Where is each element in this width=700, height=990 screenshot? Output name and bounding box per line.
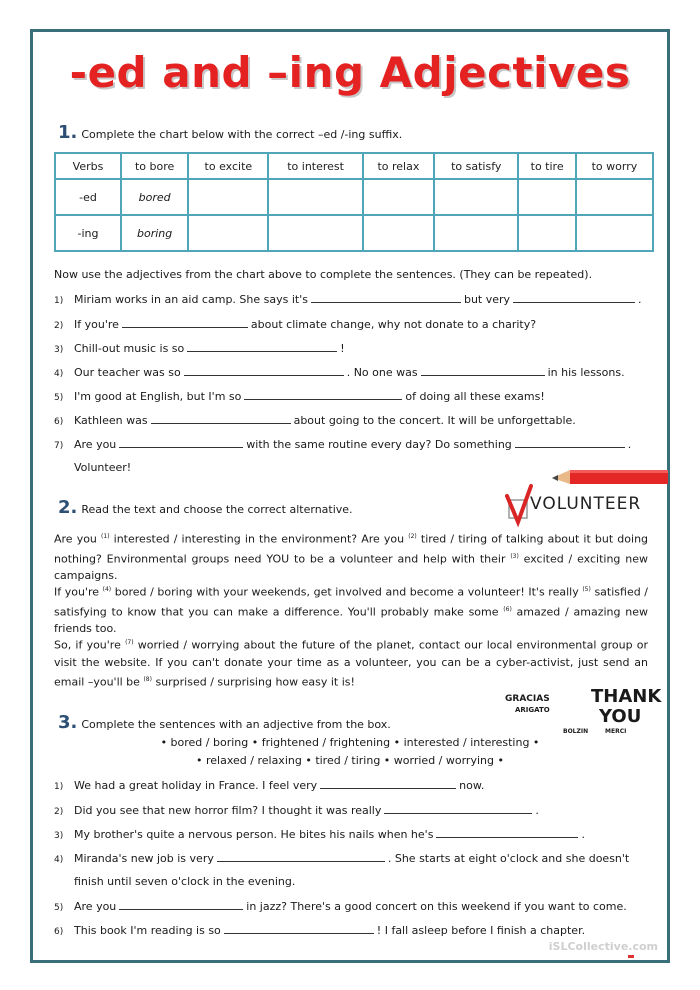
para-text: So, if you're: [54, 638, 121, 652]
gap-marker: (5): [582, 586, 591, 593]
para-text: with your weekends, get involved and become a volunteer! It's really: [196, 585, 579, 599]
chart-answer-cell[interactable]: [576, 179, 653, 215]
pencil-icon: [552, 462, 668, 484]
sentence-1-5: [54, 389, 545, 403]
watermark: iSLCollective.com: [548, 940, 658, 953]
sentence-text: ! I fall asleep before I finish a chapter.: [376, 924, 586, 937]
sentence-text: .: [535, 804, 539, 817]
sentence-number: 2): [54, 321, 64, 331]
para-text: If you're: [54, 585, 100, 599]
answer-blank[interactable]: [513, 292, 635, 303]
para-text: in the environment? Are you: [244, 532, 405, 546]
suffix-chart: [54, 152, 654, 252]
sentence-number: 1): [54, 782, 64, 792]
volunteer-word: VOLUNTEER: [530, 494, 642, 514]
sentence-text: !: [340, 342, 345, 355]
sentence-text: with the same routine every day? Do something: [246, 438, 512, 451]
answer-blank[interactable]: [320, 778, 456, 789]
sentence-text: I'm good at English, but I'm so: [74, 390, 242, 403]
para-text: Are you: [54, 532, 97, 546]
choice-4[interactable]: bored / boring: [114, 585, 193, 599]
sentence-1-2: [54, 317, 536, 331]
sentence-text: My brother's quite a nervous person. He bites his nails when he's: [74, 828, 434, 841]
sentence-number: 4): [54, 369, 64, 379]
choice-7[interactable]: worried / worrying: [137, 638, 240, 652]
chart-header-cell: to satisfy: [434, 153, 518, 179]
para-text: about the future of the planet, contact our local environmental group or visit the website. If you can't donate your time as a volunteer, you can be a cyber-activist, just send an email –you'll be: [54, 638, 649, 689]
cloud-word: YOU: [599, 706, 642, 727]
sentence-text: If you're: [74, 318, 119, 331]
answer-blank[interactable]: [217, 851, 385, 862]
sentence-1-6: [54, 413, 576, 427]
sentence-text: .: [627, 438, 632, 451]
section-1-intro: Now use the adjectives from the chart above to complete the sentences. (They can be repeated).: [54, 268, 593, 281]
sentence-1-4: [54, 365, 625, 379]
chart-header-cell: to excite: [188, 153, 268, 179]
para-text: new friends too.: [54, 605, 648, 636]
sentence-1-7-continued: Volunteer!: [74, 461, 132, 474]
chart-answer-cell[interactable]: [268, 179, 362, 215]
section-2-paragraph-1: [54, 528, 648, 584]
sentence-text: now.: [459, 779, 485, 792]
sentence-number: 5): [54, 903, 64, 913]
sentence-text: Miranda's new job is very: [74, 852, 214, 865]
section-2-heading: [58, 497, 353, 518]
gap-marker: (1): [101, 533, 110, 540]
chart-answer-cell[interactable]: [518, 215, 575, 251]
red-corner-mark: [628, 955, 634, 958]
section-2-number: 2.: [58, 497, 78, 518]
sentence-text: about going to the concert. It will be unforgettable.: [293, 414, 576, 427]
answer-blank[interactable]: [184, 365, 344, 376]
answer-blank[interactable]: [421, 365, 545, 376]
sentence-number: 3): [54, 831, 64, 841]
sentence-text: Are you: [74, 900, 117, 913]
choice-5[interactable]: satisfied / satisfying: [54, 585, 649, 619]
chart-answer-cell[interactable]: [434, 215, 518, 251]
cloud-word: THANK: [591, 686, 662, 707]
sentence-text: This book I'm reading is so: [74, 924, 221, 937]
section-1-heading: [58, 122, 402, 143]
chart-example-cell: bored: [121, 179, 188, 215]
sentence-1-7: [54, 437, 631, 451]
cloud-word: BOLZIN: [563, 728, 589, 735]
choice-8[interactable]: surprised / surprising: [155, 675, 272, 689]
sentence-1-1: [54, 292, 642, 306]
sentence-1-3: [54, 341, 345, 355]
sentence-3-5: [54, 899, 627, 913]
sentence-text: Kathleen was: [74, 414, 148, 427]
sentence-number: 5): [54, 393, 64, 403]
chart-answer-cell[interactable]: [188, 179, 268, 215]
chart-header-cell: to bore: [121, 153, 188, 179]
section-2-paragraph-3: [54, 634, 648, 690]
sentence-text: We had a great holiday in France. I feel very: [74, 779, 318, 792]
sentence-number: 6): [54, 417, 64, 427]
chart-row-ing: [55, 215, 653, 251]
para-text: of talking about it but doing nothing? Environmental groups need YOU to be a volunteer and help with their: [54, 532, 649, 566]
para-text: to know that you can make a difference. You'll probably make some: [111, 605, 499, 619]
sentence-text: . No one was: [346, 366, 418, 379]
section-3-number: 3.: [58, 712, 78, 733]
gap-marker: (7): [125, 639, 134, 646]
answer-blank[interactable]: [311, 292, 461, 303]
chart-example-cell: boring: [121, 215, 188, 251]
section-3-instruction: Complete the sentences with an adjective from the box.: [81, 718, 391, 731]
answer-blank[interactable]: [122, 317, 248, 328]
word-box-line-1: • bored / boring • frightened / frightening • interested / interesting •: [160, 736, 540, 749]
sentence-number: 1): [54, 296, 64, 306]
sentence-text: Chill-out music is so: [74, 342, 185, 355]
sentence-text: in jazz? There's a good concert on this weekend if you want to come.: [246, 900, 627, 913]
section-3-heading: [58, 712, 391, 733]
answer-blank[interactable]: [187, 341, 337, 352]
gap-marker: (6): [503, 605, 512, 613]
chart-header-cell: to worry: [576, 153, 653, 179]
chart-header-cell: to tire: [518, 153, 575, 179]
gap-marker: (8): [143, 675, 152, 683]
gap-marker: (2): [408, 533, 417, 540]
section-1-instruction: Complete the chart below with the correct –ed /-ing suffix.: [81, 128, 403, 141]
sentence-3-1: [54, 778, 484, 792]
sentence-3-6: [54, 923, 585, 937]
chart-answer-cell[interactable]: [268, 215, 362, 251]
para-text: how easy it is!: [275, 675, 355, 689]
choice-2[interactable]: tired / tiring: [420, 532, 488, 546]
sentence-text: Our teacher was so: [74, 366, 181, 379]
chart-answer-cell[interactable]: [363, 215, 434, 251]
sentence-text: .: [638, 293, 642, 306]
cloud-word: GRACIAS: [505, 694, 550, 704]
answer-blank[interactable]: [436, 827, 578, 838]
chart-row-ed: [55, 179, 653, 215]
chart-answer-cell[interactable]: [576, 215, 653, 251]
chart-answer-cell[interactable]: [434, 179, 518, 215]
chart-header-cell: Verbs: [55, 153, 121, 179]
cloud-word: MERCI: [605, 728, 627, 735]
answer-blank[interactable]: [119, 899, 243, 910]
chart-answer-cell[interactable]: [188, 215, 268, 251]
cloud-word: ARIGATO: [515, 706, 550, 714]
sentence-number: 4): [54, 855, 64, 865]
answer-blank[interactable]: [515, 437, 625, 448]
answer-blank[interactable]: [384, 803, 532, 814]
thank-you-word-cloud: [505, 686, 662, 742]
chart-row-label: -ed: [55, 179, 121, 215]
sentence-3-2: [54, 803, 539, 817]
gap-marker: (3): [510, 552, 519, 560]
sentence-number: 6): [54, 927, 64, 937]
para-text: new campaigns.: [54, 552, 649, 583]
worksheet-title: -ed and –ing Adjectives: [69, 48, 631, 97]
sentence-text: Did you see that new horror film? I thought it was really: [74, 804, 382, 817]
sentence-text: .: [581, 828, 585, 841]
gap-marker: (4): [102, 586, 112, 593]
choice-6[interactable]: amazed / amazing: [516, 605, 621, 619]
sentence-3-4-continued: finish until seven o'clock in the evening.: [74, 875, 296, 888]
sentence-number: 2): [54, 807, 64, 817]
section-2-paragraph-2: [54, 581, 648, 637]
chart-answer-cell[interactable]: [363, 179, 434, 215]
answer-blank[interactable]: [151, 413, 291, 424]
sentence-text: but very: [463, 293, 511, 306]
sentence-text: about climate change, why not donate to a charity?: [250, 318, 537, 331]
sentence-3-4: [54, 851, 629, 865]
answer-blank[interactable]: [119, 437, 243, 448]
sentence-text: Miriam works in an aid camp. She says it's: [74, 293, 308, 306]
sentence-text: . She starts at eight o'clock and she doesn't: [387, 852, 630, 865]
chart-header-cell: to relax: [363, 153, 434, 179]
sentence-3-3: [54, 827, 585, 841]
sentence-text: Are you: [74, 438, 117, 451]
sentence-text: of doing all these exams!: [405, 390, 545, 403]
section-2-instruction: Read the text and choose the correct alternative.: [81, 503, 353, 516]
word-box-line-2: • relaxed / relaxing • tired / tiring • worried / worrying •: [196, 754, 504, 767]
answer-blank[interactable]: [224, 923, 374, 934]
choice-3[interactable]: excited / exciting: [523, 552, 621, 566]
chart-row-label: -ing: [55, 215, 121, 251]
sentence-text: in his lessons.: [547, 366, 625, 379]
section-1-number: 1.: [58, 122, 78, 143]
sentence-number: 3): [54, 345, 64, 355]
chart-header-cell: to interest: [268, 153, 362, 179]
answer-blank[interactable]: [244, 389, 402, 400]
chart-header-row: [55, 153, 653, 179]
choice-1[interactable]: interested / interesting: [113, 532, 241, 546]
sentence-number: 7): [54, 441, 64, 451]
chart-answer-cell[interactable]: [518, 179, 575, 215]
